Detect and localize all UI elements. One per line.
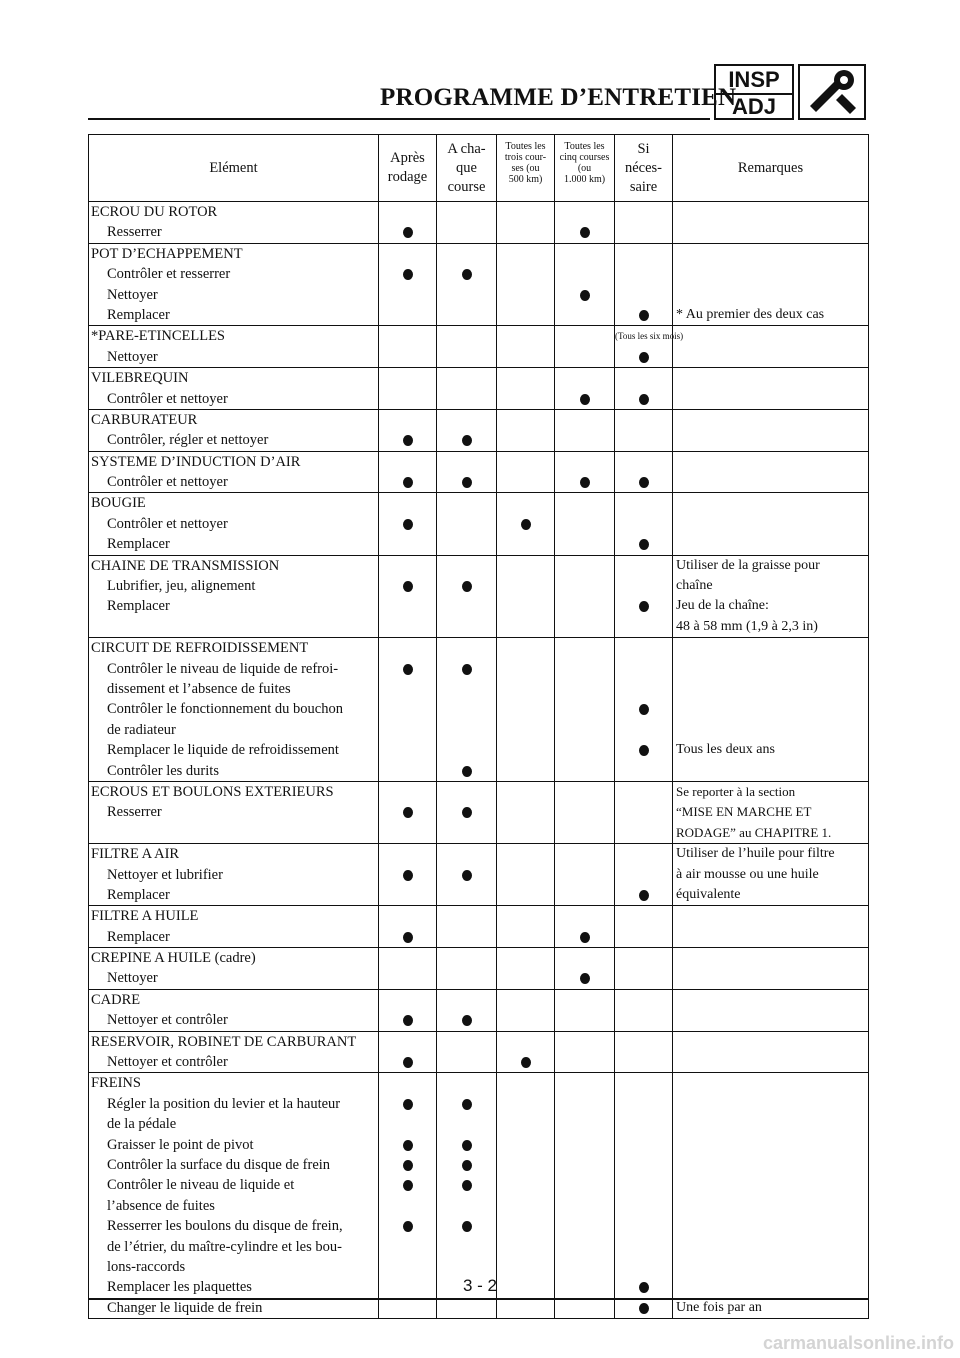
remark-text: Tous les deux ans <box>676 742 775 758</box>
item-label: Contrôler le niveau de liquide de refroi- <box>107 660 339 677</box>
schedule-cell <box>379 555 437 638</box>
item-label: Resserrer les boulons du disque de frein, <box>107 1218 343 1235</box>
bullet-icon <box>403 227 413 238</box>
table-row <box>89 409 869 451</box>
bullet-icon <box>639 704 649 715</box>
element-cell <box>89 555 379 638</box>
schedule-cell <box>497 906 555 948</box>
element-cell <box>89 451 379 493</box>
schedule-cell <box>379 368 437 410</box>
header-element: Elément <box>89 135 379 202</box>
category-label: BOUGIE <box>91 495 146 512</box>
bullet-icon <box>462 807 472 818</box>
schedule-cell <box>379 243 437 326</box>
category-label: CHAINE DE TRANSMISSION <box>91 557 280 574</box>
schedule-cell <box>497 555 555 638</box>
schedule-cell <box>615 493 673 555</box>
remark-text: équivalente <box>676 886 741 902</box>
schedule-cell <box>379 409 437 451</box>
schedule-cell <box>497 243 555 326</box>
item-label: lons-raccords <box>107 1258 186 1275</box>
header-chaque-course: A cha- que course <box>437 135 497 202</box>
wrench-icon <box>798 64 866 120</box>
schedule-cell <box>555 638 615 782</box>
schedule-cell <box>497 1031 555 1073</box>
bullet-icon <box>639 1303 649 1314</box>
schedule-cell <box>437 409 497 451</box>
bullet-icon <box>403 1140 413 1151</box>
element-cell <box>89 493 379 555</box>
header-apres-rodage: Après rodage <box>379 135 437 202</box>
item-label: Remplacer <box>107 928 170 945</box>
bullet-icon <box>462 1015 472 1026</box>
element-cell <box>89 368 379 410</box>
element-cell <box>89 202 379 244</box>
schedule-cell <box>379 638 437 782</box>
remark-cell <box>673 493 869 555</box>
category-label: ECROUS ET BOULONS EXTERIEURS <box>91 783 334 800</box>
item-label: Remplacer <box>107 306 170 323</box>
schedule-cell <box>437 844 497 906</box>
schedule-cell <box>497 638 555 782</box>
bullet-icon <box>462 1160 472 1171</box>
remark-cell <box>673 368 869 410</box>
remark-text: “MISE EN MARCHE ET <box>676 804 812 820</box>
schedule-cell <box>615 555 673 638</box>
schedule-cell <box>437 368 497 410</box>
schedule-cell <box>379 1031 437 1073</box>
schedule-cell <box>555 326 615 368</box>
bullet-icon <box>639 352 649 363</box>
element-cell <box>89 989 379 1031</box>
schedule-cell <box>379 781 437 843</box>
bullet-icon <box>403 1099 413 1110</box>
schedule-cell <box>615 202 673 244</box>
item-label: Contrôler le fonctionnement du bouchon <box>107 701 343 718</box>
bullet-icon <box>462 1140 472 1151</box>
item-label: de la pédale <box>107 1116 177 1133</box>
category-label: CREPINE A HUILE (cadre) <box>91 950 256 967</box>
schedule-cell <box>497 948 555 990</box>
element-cell <box>89 326 379 368</box>
schedule-cell <box>555 1031 615 1073</box>
schedule-cell <box>437 989 497 1031</box>
bullet-icon <box>639 890 649 901</box>
bullet-icon <box>521 519 531 530</box>
schedule-cell <box>555 368 615 410</box>
item-label: Contrôler et nettoyer <box>107 390 228 407</box>
schedule-cell <box>615 1031 673 1073</box>
watermark: carmanualsonline.info <box>762 1333 954 1353</box>
item-label: Contrôler et resserrer <box>107 266 231 283</box>
schedule-cell <box>615 781 673 843</box>
item-label: Nettoyer <box>107 970 158 987</box>
schedule-cell <box>615 243 673 326</box>
header-si-necessaire: Si néces- saire <box>615 135 673 202</box>
schedule-cell <box>497 451 555 493</box>
bullet-icon <box>639 539 649 550</box>
schedule-cell <box>615 906 673 948</box>
bullet-icon <box>403 664 413 675</box>
table-row <box>89 1031 869 1073</box>
remark-cell <box>673 202 869 244</box>
schedule-cell <box>379 906 437 948</box>
item-label: Contrôler la surface du disque de frein <box>107 1156 331 1173</box>
item-label: Contrôler et nettoyer <box>107 474 228 491</box>
schedule-cell <box>379 493 437 555</box>
schedule-cell <box>437 1031 497 1073</box>
item-label: Nettoyer et lubrifier <box>107 866 223 883</box>
bullet-icon <box>580 290 590 301</box>
category-label: POT D’ECHAPPEMENT <box>91 245 243 262</box>
schedule-cell <box>497 326 555 368</box>
schedule-cell <box>555 243 615 326</box>
bullet-icon <box>639 310 649 321</box>
badge-bottom-label: ADJ <box>731 94 776 119</box>
bullet-icon <box>403 269 413 280</box>
bullet-icon <box>462 581 472 592</box>
table-row <box>89 906 869 948</box>
schedule-cell <box>555 409 615 451</box>
remark-cell <box>673 243 869 326</box>
table-row <box>89 202 869 244</box>
schedule-cell <box>437 781 497 843</box>
badge-top-label: INSP <box>716 66 792 95</box>
bullet-icon <box>639 394 649 405</box>
remark-text: chaîne <box>676 578 713 594</box>
bullet-icon <box>403 519 413 530</box>
remark-cell <box>673 638 869 782</box>
bullet-icon <box>580 394 590 405</box>
item-label: Régler la position du levier et la hauteur <box>107 1095 341 1112</box>
remark-text: * Au premier des deux cas <box>676 306 825 322</box>
schedule-cell <box>555 781 615 843</box>
item-label: Nettoyer et contrôler <box>107 1054 228 1071</box>
bullet-icon <box>403 1180 413 1191</box>
bullet-icon <box>403 1221 413 1232</box>
element-cell <box>89 243 379 326</box>
header-trois-courses: Toutes les trois cour- ses (ou 500 km) <box>497 135 555 202</box>
table-row <box>89 989 869 1031</box>
item-label: de l’étrier, du maître-cylindre et les bou- <box>107 1238 342 1255</box>
item-label: Nettoyer <box>107 348 158 365</box>
bullet-icon <box>462 870 472 881</box>
bullet-icon <box>462 1221 472 1232</box>
header-cinq-courses: Toutes les cinq courses (ou 1.000 km) <box>555 135 615 202</box>
bullet-icon <box>403 1057 413 1068</box>
element-cell <box>89 844 379 906</box>
schedule-cell <box>437 493 497 555</box>
table-header-row <box>89 135 869 202</box>
item-label: l’absence de fuites <box>107 1197 215 1214</box>
item-label: Remplacer <box>107 598 170 615</box>
remark-text: Utiliser de la graisse pour <box>676 557 820 573</box>
item-label: Lubrifier, jeu, alignement <box>107 578 256 595</box>
remark-cell <box>673 1031 869 1073</box>
category-label: RESERVOIR, ROBINET DE CARBURANT <box>91 1033 357 1050</box>
bullet-icon <box>403 870 413 881</box>
schedule-cell <box>379 989 437 1031</box>
schedule-cell <box>497 989 555 1031</box>
schedule-cell <box>615 451 673 493</box>
bullet-icon <box>462 664 472 675</box>
item-label: Resserrer <box>107 804 162 821</box>
item-label: Resserrer <box>107 224 162 241</box>
table-row <box>89 451 869 493</box>
schedule-cell <box>615 326 684 368</box>
schedule-cell <box>379 202 437 244</box>
schedule-cell <box>497 844 555 906</box>
category-label: *PARE-ETINCELLES <box>91 328 225 345</box>
schedule-cell <box>497 202 555 244</box>
schedule-cell <box>437 326 497 368</box>
header-remarques: Remarques <box>673 135 869 202</box>
remark-cell <box>673 906 869 948</box>
bullet-icon <box>639 477 649 488</box>
schedule-cell <box>437 555 497 638</box>
bullet-icon <box>462 477 472 488</box>
bullet-icon <box>580 932 590 943</box>
schedule-cell <box>555 451 615 493</box>
item-label: Graisser le point de pivot <box>107 1136 254 1153</box>
schedule-cell <box>615 638 673 782</box>
remark-cell <box>673 451 869 493</box>
table-row <box>89 326 869 368</box>
element-cell <box>89 948 379 990</box>
page-rule <box>88 1298 868 1300</box>
remark-cell <box>673 989 869 1031</box>
item-label: Nettoyer <box>107 286 158 303</box>
schedule-cell <box>437 906 497 948</box>
table-row <box>89 555 869 638</box>
title-rule <box>88 118 710 120</box>
category-label: CADRE <box>91 991 141 1008</box>
bullet-icon <box>580 477 590 488</box>
item-label: Contrôler le niveau de liquide et <box>107 1177 295 1194</box>
item-label: Nettoyer et contrôler <box>107 1012 228 1029</box>
schedule-cell <box>437 638 497 782</box>
bullet-icon <box>462 269 472 280</box>
table-row <box>89 948 869 990</box>
bullet-icon <box>521 1057 531 1068</box>
schedule-cell <box>615 989 673 1031</box>
remark-cell <box>673 409 869 451</box>
schedule-cell <box>497 409 555 451</box>
schedule-cell <box>437 948 497 990</box>
category-label: ECROU DU ROTOR <box>91 204 218 220</box>
remark-cell <box>673 781 869 843</box>
remark-text: à air mousse ou une huile <box>676 866 819 882</box>
schedule-cell <box>555 948 615 990</box>
schedule-cell <box>615 409 673 451</box>
page-title: PROGRAMME D’ENTRETIEN <box>380 84 737 111</box>
bullet-icon <box>639 745 649 756</box>
page-number: 3 - 2 <box>462 1276 498 1295</box>
schedule-cell <box>615 844 673 906</box>
item-label: Changer le liquide de frein <box>107 1299 263 1316</box>
bullet-icon <box>462 1099 472 1110</box>
schedule-cell <box>379 451 437 493</box>
schedule-cell <box>555 555 615 638</box>
schedule-cell <box>497 493 555 555</box>
item-label: Contrôler les durits <box>107 762 219 779</box>
table-row <box>89 368 869 410</box>
schedule-cell <box>437 451 497 493</box>
item-label: Contrôler, régler et nettoyer <box>107 432 269 449</box>
schedule-cell <box>437 202 497 244</box>
bullet-icon <box>403 807 413 818</box>
item-label: dissement et l’absence de fuites <box>107 680 291 697</box>
element-cell <box>89 906 379 948</box>
remark-text: 48 à 58 mm (1,9 à 2,3 in) <box>676 618 818 634</box>
maintenance-table <box>88 134 869 1319</box>
element-cell <box>89 1031 379 1073</box>
schedule-cell <box>497 368 555 410</box>
schedule-cell <box>555 989 615 1031</box>
bullet-icon <box>462 1180 472 1191</box>
category-label: FILTRE A HUILE <box>91 908 199 925</box>
item-label: Remplacer <box>107 536 170 553</box>
schedule-note: (Tous les six mois) <box>615 331 684 342</box>
schedule-cell <box>555 202 615 244</box>
schedule-cell <box>555 844 615 906</box>
bullet-icon <box>580 973 590 984</box>
remark-text: Se reporter à la section <box>676 783 796 799</box>
remark-cell <box>673 555 869 638</box>
schedule-cell <box>555 906 615 948</box>
schedule-cell <box>437 243 497 326</box>
insp-adj-badge <box>714 64 794 120</box>
element-cell <box>89 409 379 451</box>
remark-cell <box>673 326 869 368</box>
remark-text: RODAGE” au CHAPITRE 1. <box>676 824 832 840</box>
bullet-icon <box>462 435 472 446</box>
bullet-icon <box>403 581 413 592</box>
category-label: SYSTEME D’INDUCTION D’AIR <box>91 453 301 470</box>
bullet-icon <box>403 932 413 943</box>
item-label: Remplacer les plaquettes <box>107 1279 252 1296</box>
category-label: CIRCUIT DE REFROIDISSEMENT <box>91 640 309 657</box>
table-row <box>89 243 869 326</box>
remark-cell <box>673 948 869 990</box>
bullet-icon <box>403 1160 413 1171</box>
item-label: Remplacer <box>107 886 170 903</box>
remark-cell <box>673 844 869 906</box>
schedule-cell <box>379 948 437 990</box>
category-label: CARBURATEUR <box>91 411 198 428</box>
category-label: FREINS <box>91 1075 141 1092</box>
item-label: Remplacer le liquide de refroidissement <box>107 742 339 759</box>
table-row <box>89 781 869 843</box>
bullet-icon <box>639 601 649 612</box>
table-row <box>89 493 869 555</box>
bullet-icon <box>403 1015 413 1026</box>
bullet-icon <box>403 477 413 488</box>
bullet-icon <box>462 766 472 777</box>
schedule-cell <box>379 844 437 906</box>
schedule-cell <box>497 781 555 843</box>
table-row <box>89 844 869 906</box>
table-row <box>89 638 869 782</box>
schedule-cell <box>615 368 673 410</box>
category-label: FILTRE A AIR <box>91 846 180 863</box>
remark-text: Utiliser de l’huile pour filtre <box>676 846 835 862</box>
schedule-cell <box>555 493 615 555</box>
bullet-icon <box>403 435 413 446</box>
remark-text: Une fois par an <box>676 1299 762 1315</box>
remark-text: Jeu de la chaîne: <box>676 598 769 614</box>
element-cell <box>89 638 379 782</box>
category-label: VILEBREQUIN <box>91 370 189 387</box>
item-label: Contrôler et nettoyer <box>107 515 228 532</box>
item-label: de radiateur <box>107 721 176 738</box>
bullet-icon <box>580 227 590 238</box>
schedule-cell <box>379 326 437 368</box>
schedule-cell <box>615 948 673 990</box>
element-cell <box>89 781 379 843</box>
